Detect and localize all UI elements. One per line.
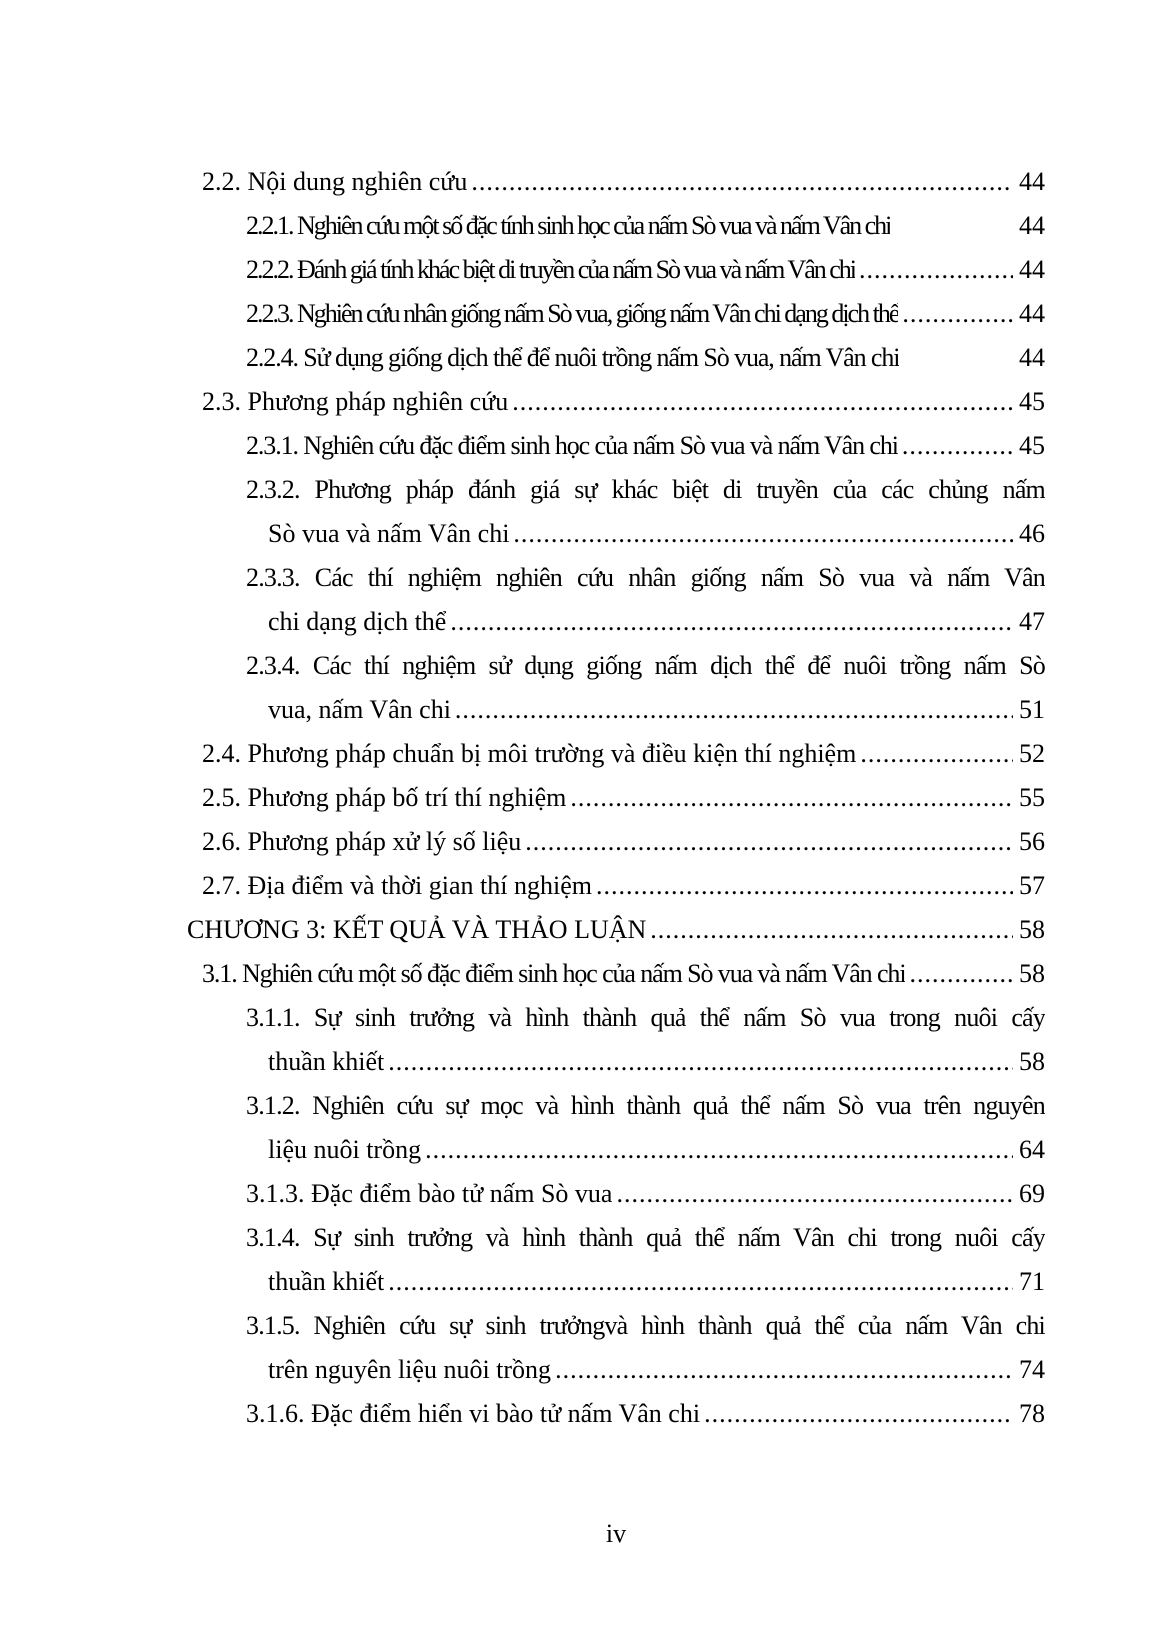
toc-page-number: 52 <box>1019 739 1045 768</box>
toc-entry <box>246 204 1045 248</box>
toc-page-number: 44 <box>1019 211 1045 240</box>
toc-page-number: 64 <box>1019 1135 1045 1164</box>
toc-page-number: 71 <box>1019 1267 1045 1296</box>
toc-entry-label: 2.2.4. Sử dụng giống dịch thể để nuôi trồng nấm Sò vua, nấm Vân chi <box>246 343 900 372</box>
toc-entry-label: 2.7. Địa điểm và thời gian thí nghiệm <box>202 871 592 900</box>
toc-page-number: 57 <box>1019 871 1045 900</box>
toc-entry-line1: 3.1.2. Nghiên cứu sự mọc và hình thành quả thể nấm Sò vua trên nguyên <box>246 1091 1045 1120</box>
toc-page-number: 44 <box>1019 167 1045 196</box>
toc-page-number: 51 <box>1019 695 1045 724</box>
toc-entry <box>246 336 1045 380</box>
toc-dot-leader <box>856 732 1013 776</box>
toc-entry-line1: 3.1.4. Sự sinh trưởng và hình thành quả thể nấm Vân chi trong nuôi cấy <box>246 1223 1045 1252</box>
toc-dot-leader <box>509 512 1013 556</box>
toc-entry-label: 3.1.6. Đặc điểm hiển vi bào tử nấm Vân chi <box>246 1399 701 1428</box>
toc-entry <box>187 644 1045 732</box>
toc-dot-leader <box>384 1040 1013 1084</box>
toc-entry <box>202 952 1045 996</box>
toc-page-number: 45 <box>1019 431 1045 460</box>
toc-entry <box>246 424 1045 468</box>
toc-entry-label: 2.6. Phương pháp xử lý số liệu <box>202 827 522 856</box>
toc-entry <box>202 820 1045 864</box>
toc-chapter-heading <box>187 908 1045 952</box>
toc-dot-leader <box>855 248 1013 292</box>
toc-page-number: 55 <box>1019 783 1045 812</box>
toc-page-number: 78 <box>1019 1399 1045 1428</box>
toc-entry <box>202 732 1045 776</box>
toc-entry <box>187 1216 1045 1304</box>
toc-entry-label: 2.3.1. Nghiên cứu đặc điểm sinh học của nấm Sò vua và nấm Vân chi <box>246 431 898 460</box>
toc-entry-label: chi dạng dịch thể <box>268 607 447 636</box>
toc-entry-label: 2.2. Nội dung nghiên cứu <box>202 167 468 196</box>
toc-entry-label: thuần khiết <box>268 1267 385 1296</box>
toc-entry-line1: 2.3.2. Phương pháp đánh giá sự khác biệt di truyền của các chủng nấm <box>246 475 1045 504</box>
toc-dot-leader <box>446 600 1013 644</box>
toc-dot-leader <box>612 1172 1013 1216</box>
toc-entry-label: Sò vua và nấm Vân chi <box>268 519 510 548</box>
toc-page-number: 74 <box>1019 1355 1045 1384</box>
toc-page-number: 44 <box>1019 299 1045 328</box>
toc-entry <box>202 380 1045 424</box>
toc-entry-label: trên nguyên liệu nuôi trồng <box>268 1355 552 1384</box>
toc-dot-leader <box>898 292 1013 336</box>
toc-dot-leader <box>592 864 1013 908</box>
toc-entry <box>187 1084 1045 1172</box>
toc-entry-label: 2.2.2. Đánh giá tính khác biệt di truyền của nấm Sò vua và nấm Vân chi <box>246 255 855 284</box>
toc-entry-label: vua, nấm Vân chi <box>268 695 451 724</box>
toc-dot-leader <box>384 1260 1013 1304</box>
toc-page-number: 58 <box>1019 915 1045 944</box>
toc-entry <box>187 556 1045 644</box>
toc-page-number: 46 <box>1019 519 1045 548</box>
toc-entry <box>202 864 1045 908</box>
toc-entry-label: CHƯƠNG 3: KẾT QUẢ VÀ THẢO LUẬN <box>187 915 647 944</box>
toc-entry <box>202 776 1045 820</box>
toc-entry <box>187 996 1045 1084</box>
toc-dot-leader <box>646 908 1013 952</box>
toc-entry <box>187 468 1045 556</box>
toc-page-number: 45 <box>1019 387 1045 416</box>
page-number-footer: iv <box>605 1519 627 1548</box>
toc-dot-leader <box>521 820 1013 864</box>
toc-entry-label: 3.1. Nghiên cứu một số đặc điểm sinh học của nấm Sò vua và nấm Vân chi <box>202 959 906 988</box>
table-of-contents <box>187 160 1045 1436</box>
toc-dot-leader <box>898 424 1013 468</box>
toc-entry-line1: 3.1.5. Nghiên cứu sự sinh trưởngvà hình thành quả thể của nấm Vân chi <box>246 1311 1045 1340</box>
toc-page-number: 47 <box>1019 607 1045 636</box>
toc-page-number: 58 <box>1019 1047 1045 1076</box>
toc-page-number: 44 <box>1019 343 1045 372</box>
toc-entry-label: liệu nuôi trồng <box>268 1135 422 1164</box>
toc-entry <box>246 248 1045 292</box>
toc-entry-label: 2.2.3. Nghiên cứu nhân giống nấm Sò vua, giống nấm Vân chi dạng dịch thể <box>246 299 899 328</box>
toc-dot-leader <box>905 952 1013 996</box>
toc-dot-leader <box>421 1128 1013 1172</box>
toc-page-number: 56 <box>1019 827 1045 856</box>
toc-entry-line1: 2.3.3. Các thí nghiệm nghiên cứu nhân giống nấm Sò vua và nấm Vân <box>246 563 1045 592</box>
toc-dot-leader <box>451 688 1013 732</box>
toc-entry-label: 2.2.1. Nghiên cứu một số đặc tính sinh học của nấm Sò vua và nấm Vân chi <box>246 211 891 240</box>
toc-page-number: 44 <box>1019 255 1045 284</box>
toc-entry-label: thuần khiết <box>268 1047 385 1076</box>
toc-dot-leader <box>566 776 1013 820</box>
toc-dot-leader <box>467 160 1013 204</box>
toc-entry-line1: 3.1.1. Sự sinh trưởng và hình thành quả thể nấm Sò vua trong nuôi cấy <box>246 1003 1045 1032</box>
toc-entry-label: 3.1.3. Đặc điểm bào tử nấm Sò vua <box>246 1179 613 1208</box>
toc-entry-line1: 2.3.4. Các thí nghiệm sử dụng giống nấm dịch thể để nuôi trồng nấm Sò <box>246 651 1045 680</box>
toc-entry <box>202 160 1045 204</box>
toc-entry <box>187 1304 1045 1392</box>
toc-dot-leader <box>551 1348 1013 1392</box>
toc-entry <box>246 292 1045 336</box>
toc-dot-leader <box>700 1392 1013 1436</box>
toc-entry-label: 2.5. Phương pháp bố trí thí nghiệm <box>202 783 567 812</box>
toc-entry <box>246 1392 1045 1436</box>
toc-page-number: 69 <box>1019 1179 1045 1208</box>
toc-entry <box>246 1172 1045 1216</box>
toc-entry-label: 2.3. Phương pháp nghiên cứu <box>202 387 509 416</box>
toc-page-number: 58 <box>1019 959 1045 988</box>
toc-dot-leader <box>508 380 1013 424</box>
toc-entry-label: 2.4. Phương pháp chuẩn bị môi trường và điều kiện thí nghiệm <box>202 739 857 768</box>
